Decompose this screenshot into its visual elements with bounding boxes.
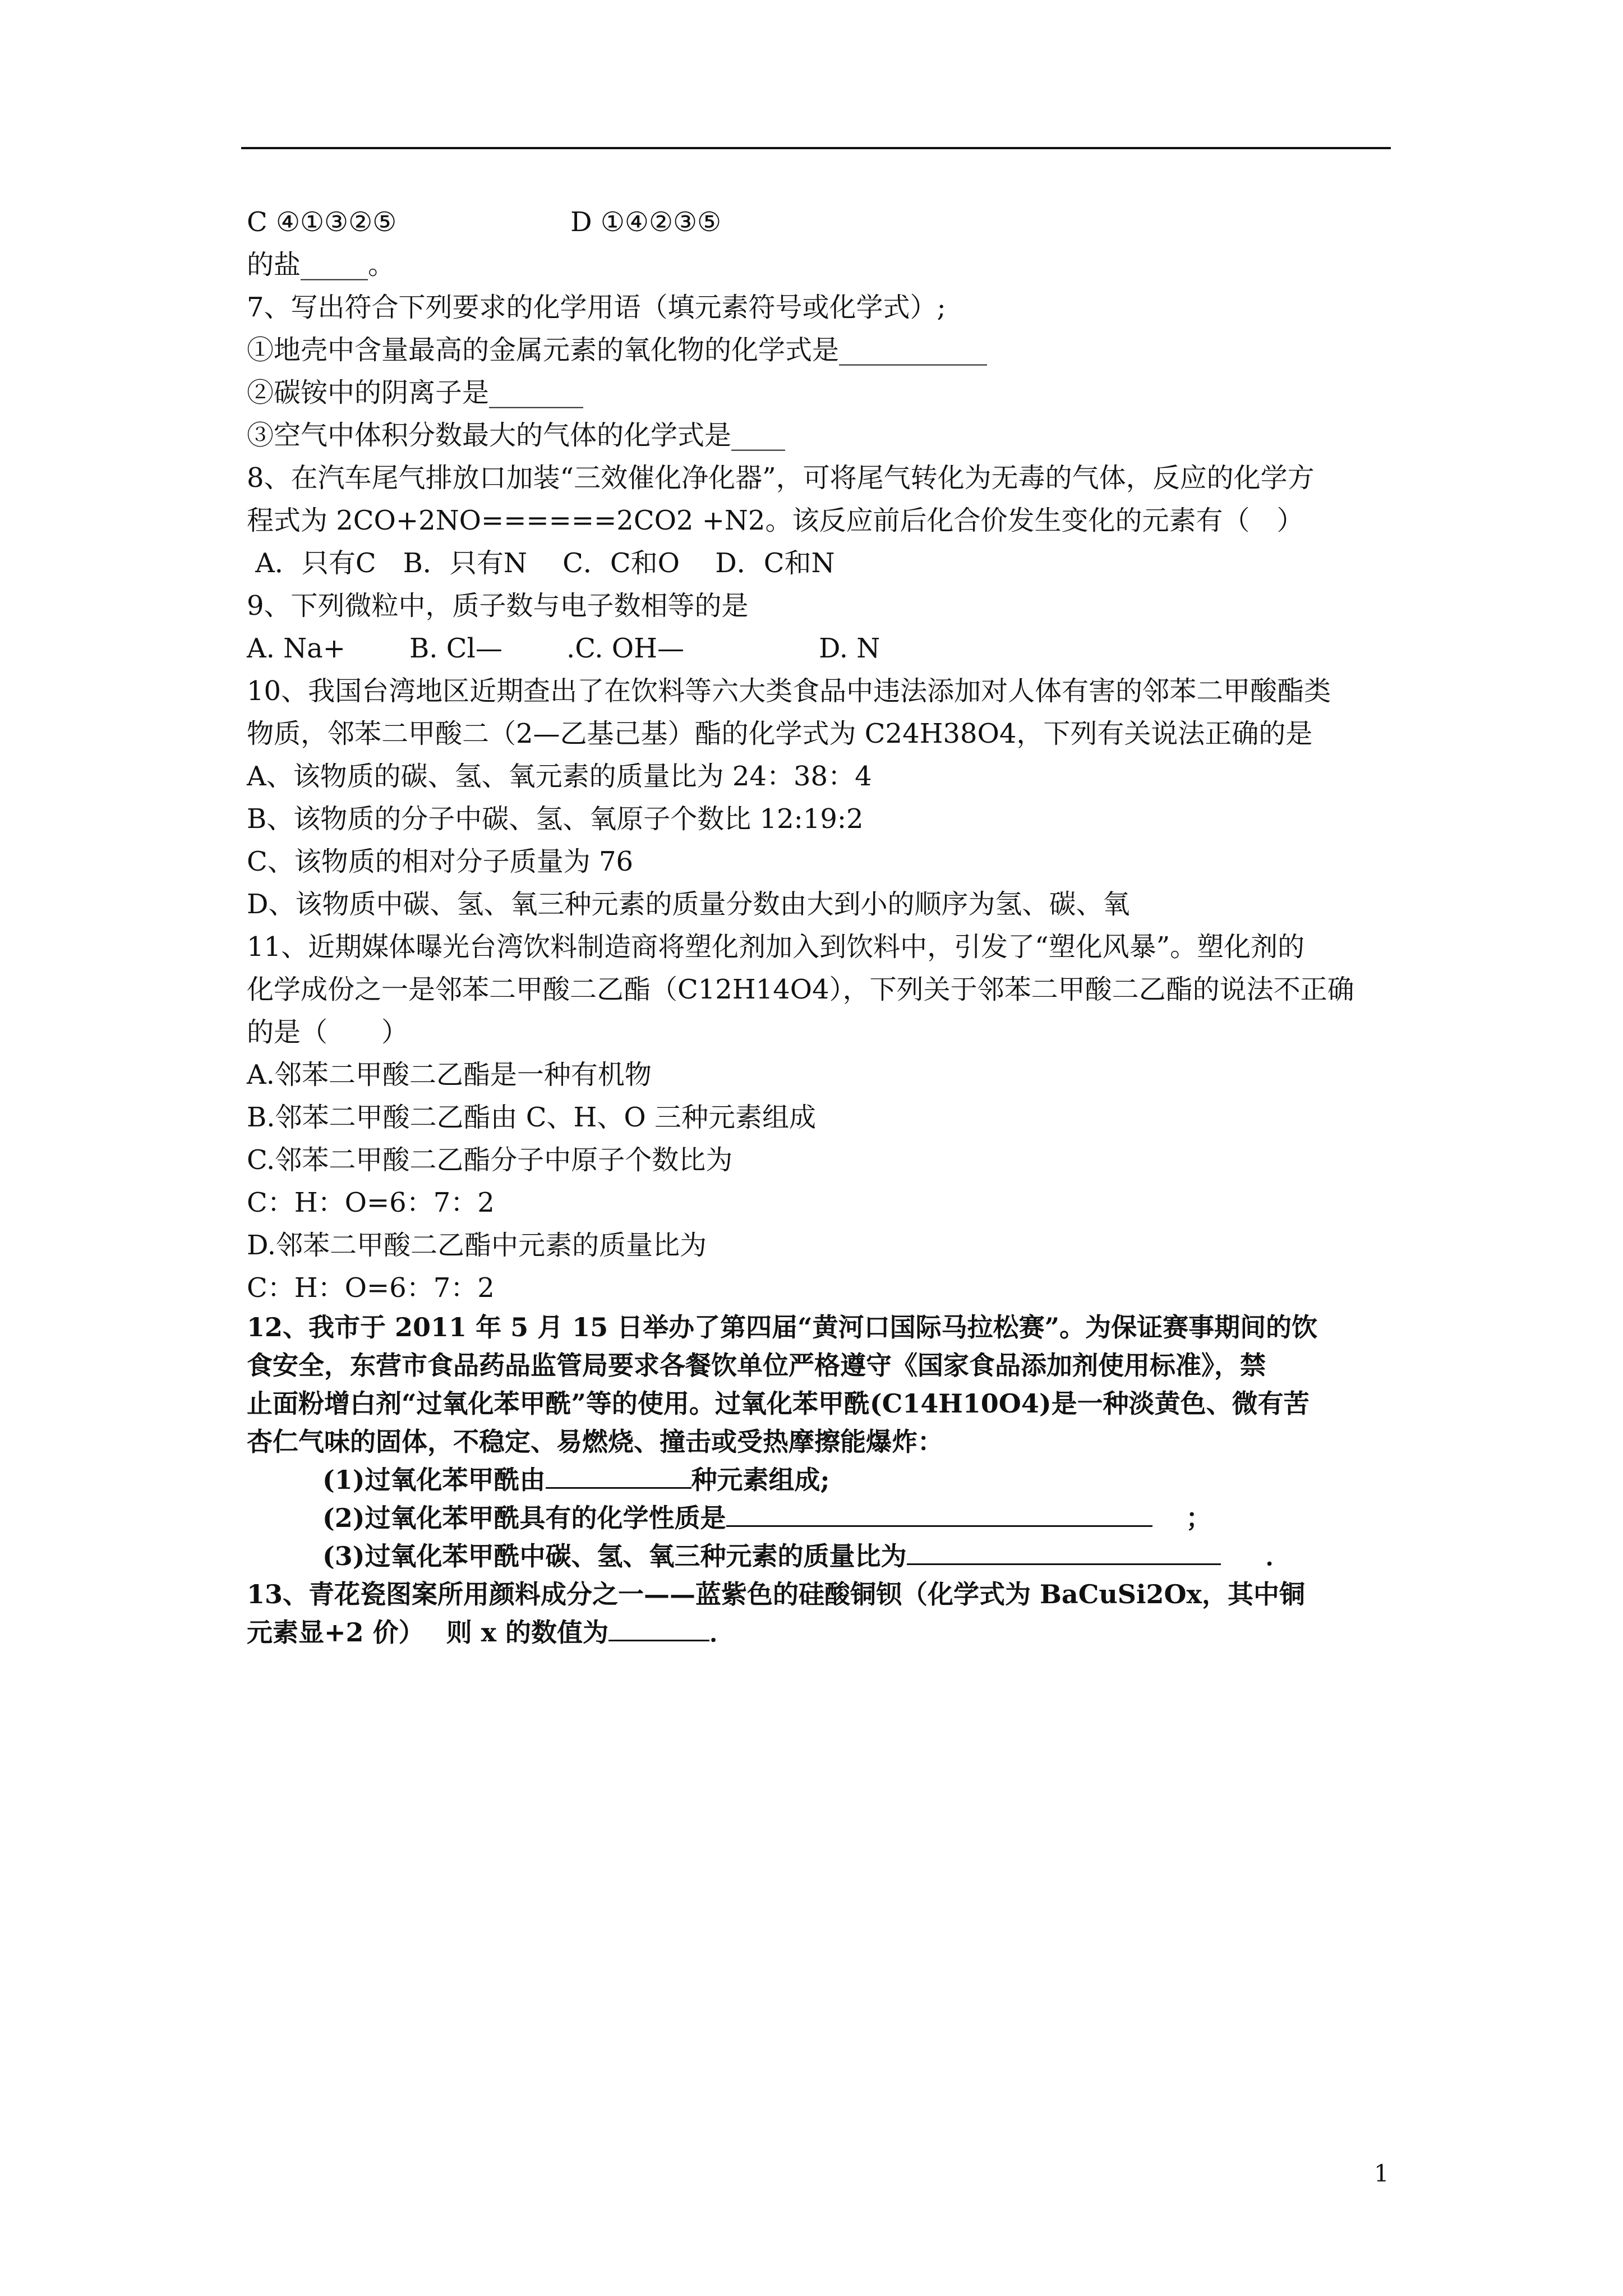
question-8-line-2: 程式为 2CO+2NO======2CO2 +N2。该反应前后化合价发生变化的元素有（ ）	[247, 505, 1304, 536]
question-8-options: A．只有C B．只有N C．C和O D．C和N	[247, 547, 835, 579]
question-10-option-b: B、该物质的分子中碳、氢、氧原子个数比 12:19:2	[247, 803, 864, 835]
option-d: D ①④②③⑤	[570, 206, 722, 238]
question-12-part-1	[247, 1461, 1312, 1499]
question-9-options	[247, 627, 1402, 670]
question-11-option-a: A.邻苯二甲酸二乙酯是一种有机物	[247, 1059, 652, 1091]
question-10-line-1: 10、我国台湾地区近期查出了在饮料等六大类食品中违法添加对人体有害的邻苯二甲酸酯类	[247, 675, 1331, 707]
document-body	[247, 201, 1402, 1309]
question-12-line-1: 12、我市于 2011 年 5 月 15 日举办了第四届“黄河口国际马拉松赛”。为保证赛事期间的饮	[247, 1312, 1318, 1342]
answer-blank[interactable]	[546, 1465, 691, 1489]
question-11-option-d-ratio: C：H：O=6：7：2	[247, 1272, 495, 1304]
question-11-option-c: C.邻苯二甲酸二乙酯分子中原子个数比为	[247, 1144, 733, 1176]
part-2-text: (2)过氧化苯甲酰具有的化学性质是	[322, 1503, 726, 1533]
question-13-line-2	[247, 1613, 1312, 1651]
scanned-question-block	[247, 1308, 1318, 1651]
question-11-line-3: 的是（ ）	[247, 1016, 409, 1048]
question-10-option-a: A、该物质的碳、氢、氧元素的质量比为 24：38：4	[247, 761, 872, 792]
question-12-line-4: 杏仁气味的固体，不稳定、易燃烧、撞击或受热摩擦能爆炸：	[247, 1427, 943, 1457]
part-3-text: (3)过氧化苯甲酰中碳、氢、氧三种元素的质量比为	[322, 1541, 907, 1571]
answer-blank[interactable]	[907, 1541, 1221, 1565]
option-c: C ④①③②⑤	[247, 206, 397, 238]
answer-blank[interactable]	[608, 1617, 709, 1641]
question-7: 7、写出符合下列要求的化学用语（填元素符号或化学式）;	[247, 292, 946, 323]
option-a: A. Na+	[247, 633, 346, 664]
options-line-cd	[247, 201, 1402, 243]
question-11-option-c-ratio: C：H：O=6：7：2	[247, 1187, 495, 1218]
option-c: .C. OH—	[566, 633, 684, 664]
question-11-line-2: 化学成份之一是邻苯二甲酸二乙酯（C12H14O4），下列关于邻苯二甲酸二乙酯的说法不正确	[247, 974, 1354, 1005]
question-13-line-1: 13、青花瓷图案所用颜料成分之一——蓝紫色的硅酸铜钡（化学式为 BaCuSi2Ox，其中铜	[247, 1579, 1305, 1609]
part-3-suffix: ．	[1265, 1541, 1292, 1571]
answer-blank[interactable]	[726, 1503, 1152, 1527]
question-12-line-2: 食安全，东营市食品药品监管局要求各餐饮单位严格遵守《国家食品添加剂使用标准》，禁	[247, 1350, 1266, 1381]
question-11-option-d: D.邻苯二甲酸二乙酯中元素的质量比为	[247, 1230, 707, 1261]
question-12-line-3: 止面粉增白剂“过氧化苯甲酰”等的使用。过氧化苯甲酰(C14H10O4)是一种淡黄色、微有苦	[247, 1388, 1310, 1419]
part-1-text: (1)过氧化苯甲酰由	[322, 1465, 546, 1495]
header-rule	[241, 147, 1391, 149]
text-line: 的盐_____。	[247, 249, 395, 280]
page-number: 1	[1374, 2160, 1389, 2187]
question-8-line-1: 8、在汽车尾气排放口加装“三效催化净化器”，可将尾气转化为无毒的气体，反应的化学方	[247, 462, 1315, 494]
question-11-line-1: 11、近期媒体曝光台湾饮料制造商将塑化剂加入到饮料中，引发了“塑化风暴”。塑化剂的	[247, 931, 1305, 963]
question-7-part-1: ①地壳中含量最高的金属元素的氧化物的化学式是___________	[247, 334, 988, 366]
question-10-option-c: C、该物质的相对分子质量为 76	[247, 846, 634, 877]
question-10-option-d: D、该物质中碳、氢、氧三种元素的质量分数由大到小的顺序为氢、碳、氧	[247, 889, 1130, 920]
option-b: B. Cl—	[409, 633, 502, 664]
question-7-part-3: ③空气中体积分数最大的气体的化学式是____	[247, 420, 786, 451]
question-12-part-3	[247, 1537, 1312, 1575]
option-d: D. N	[819, 633, 880, 664]
question-12-part-2	[247, 1499, 1312, 1537]
question-13-text: 元素显+2 价） 则 x 的数值为	[247, 1617, 609, 1648]
part-2-suffix: ；	[1186, 1503, 1212, 1533]
question-11-option-b: B.邻苯二甲酸二乙酯由 C、H、O 三种元素组成	[247, 1102, 816, 1133]
question-7-part-2: ②碳铵中的阴离子是_______	[247, 377, 584, 408]
question-13-suffix: ．	[709, 1617, 736, 1648]
part-1-suffix: 种元素组成;	[691, 1465, 830, 1495]
question-10-line-2: 物质，邻苯二甲酸二（2—乙基己基）酯的化学式为 C24H38O4，下列有关说法正确的是	[247, 718, 1313, 749]
question-9: 9、下列微粒中，质子数与电子数相等的是	[247, 590, 749, 622]
